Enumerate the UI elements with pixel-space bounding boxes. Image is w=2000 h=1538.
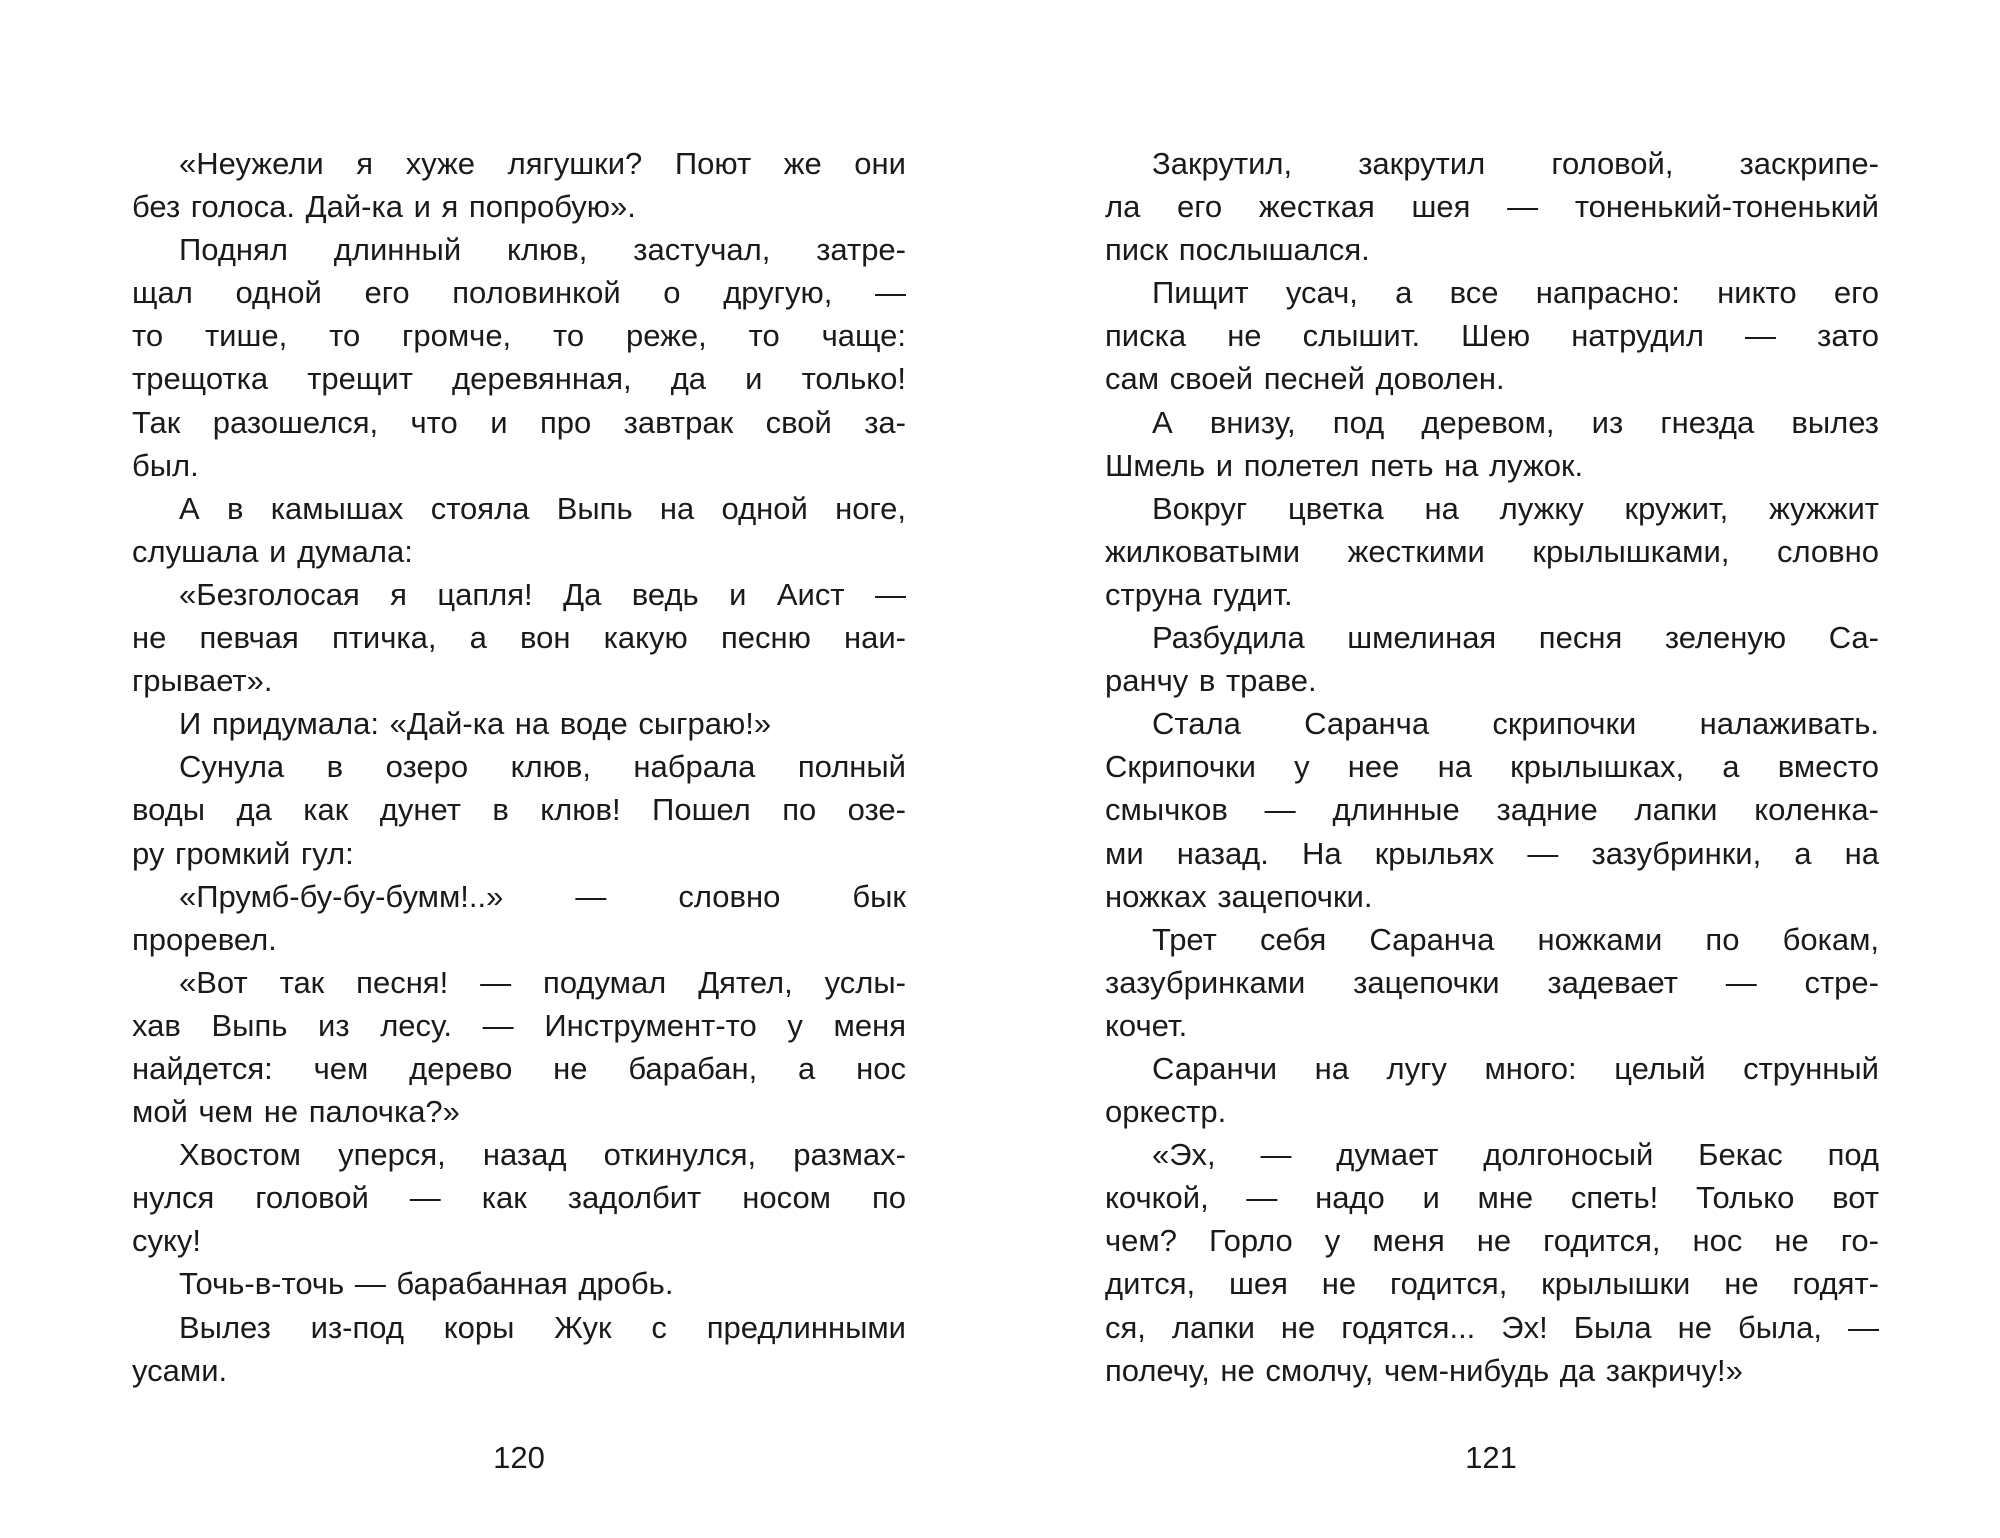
- text-line: жилковатыми жесткими крылышками, словно: [1105, 533, 1879, 569]
- text-line: был.: [132, 447, 199, 483]
- text-line: полечу, не смолчу, чем-нибудь да закричу!»: [1105, 1352, 1743, 1388]
- text-line: «Неужели я хуже лягушки? Поют же они: [179, 146, 906, 181]
- text-line: Пищит усач, а все напрасно: никто его: [1152, 275, 1879, 311]
- text-line: Шмель и полетел петь на лужок.: [1105, 447, 1584, 483]
- text-line: ру громкий гул:: [132, 835, 354, 871]
- text-line: то тише, то громче, то реже, то чаще:: [132, 318, 906, 354]
- text-line: Скрипочки у нее на крылышках, а вместо: [1105, 749, 1879, 785]
- text-line: не певчая птичка, а вон какую песню наи-: [132, 620, 906, 656]
- text-line: усами.: [132, 1352, 228, 1388]
- text-line: Хвостом уперся, назад откинулся, размах-: [179, 1137, 906, 1173]
- text-line: «Безголосая я цапля! Да ведь и Аист —: [179, 576, 906, 612]
- text-line: А в камышах стояла Выпь на одной ноге,: [179, 490, 906, 526]
- text-line: Поднял длинный клюв, застучал, затре-: [179, 232, 906, 268]
- text-line: писка не слышит. Шею натрудил — зато: [1105, 318, 1879, 354]
- text-line: щал одной его половинкой о другую, —: [132, 275, 906, 311]
- text-line: мой чем не палочка?»: [132, 1094, 460, 1130]
- text-line: дится, шея не годится, крылышки не годят-: [1105, 1266, 1879, 1302]
- text-line: ножках зацепочки.: [1105, 878, 1373, 914]
- text-line: ми назад. На крыльях — зазубринки, а на: [1105, 835, 1879, 871]
- text-line: трещотка трещит деревянная, да и только!: [132, 361, 906, 397]
- text-line: без голоса. Дай-ка и я попробую».: [132, 189, 636, 225]
- text-line: найдется: чем дерево не барабан, а нос: [132, 1050, 906, 1086]
- text-line: Стала Саранча скрипочки налаживать.: [1152, 706, 1879, 742]
- text-line: воды да как дунет в клюв! Пошел по озе-: [132, 792, 906, 828]
- text-line: Закрутил, закрутил головой, заскрипе-: [1152, 146, 1879, 181]
- text-line: писк послышался.: [1105, 232, 1370, 268]
- left-page-text: [132, 142, 906, 1392]
- text-line: Разбудила шмелиная песня зеленую Са-: [1152, 620, 1879, 656]
- text-line: А внизу, под деревом, из гнезда вылез: [1152, 404, 1879, 440]
- text-line: струна гудит.: [1105, 576, 1293, 612]
- text-line: «Вот так песня! — подумал Дятел, услы-: [179, 964, 906, 1000]
- text-line: проревел.: [132, 921, 277, 957]
- text-line: «Эх, — думает долгоносый Бекас под: [1152, 1137, 1879, 1173]
- text-line: «Прумб-бу-бу-бумм!..» — словно бык: [179, 878, 906, 914]
- text-line: Сунула в озеро клюв, набрала полный: [179, 749, 906, 785]
- page-number-left: 120: [493, 1440, 545, 1475]
- text-line: ся, лапки не годятся... Эх! Была не была, —: [1105, 1309, 1879, 1345]
- text-line: Точь-в-точь — барабанная дробь.: [179, 1266, 674, 1302]
- text-line: ла его жесткая шея — тоненький-тоненький: [1105, 189, 1879, 225]
- text-line: слушала и думала:: [132, 533, 413, 569]
- page-number-right: 121: [1465, 1440, 1517, 1475]
- text-line: нулся головой — как задолбит носом по: [132, 1180, 906, 1216]
- text-line: оркестр.: [1105, 1094, 1227, 1130]
- text-line: смычков — длинные задние лапки коленка-: [1105, 792, 1879, 828]
- text-line: Трет себя Саранча ножками по бокам,: [1152, 921, 1879, 957]
- text-line: Вылез из-под коры Жук с предлинными: [179, 1309, 906, 1345]
- text-line: ранчу в траве.: [1105, 663, 1317, 699]
- text-line: грывает».: [132, 663, 273, 699]
- text-line: Так разошелся, что и про завтрак свой за-: [132, 404, 906, 440]
- text-line: Вокруг цветка на лужку кружит, жужжит: [1152, 490, 1879, 526]
- text-line: сам своей песней доволен.: [1105, 361, 1505, 397]
- text-line: кочет.: [1105, 1007, 1188, 1043]
- right-page-text: [1105, 142, 1879, 1392]
- text-line: И придумала: «Дай-ка на воде сыграю!»: [179, 706, 772, 742]
- text-line: зазубринками зацепочки задевает — стре-: [1105, 964, 1879, 1000]
- text-line: Саранчи на лугу много: целый струнный: [1152, 1050, 1879, 1086]
- text-line: хав Выпь из лесу. — Инструмент-то у меня: [132, 1007, 906, 1043]
- text-line: суку!: [132, 1223, 202, 1259]
- text-line: кочкой, — надо и мне спеть! Только вот: [1105, 1180, 1879, 1216]
- text-line: чем? Горло у меня не годится, нос не го-: [1105, 1223, 1879, 1259]
